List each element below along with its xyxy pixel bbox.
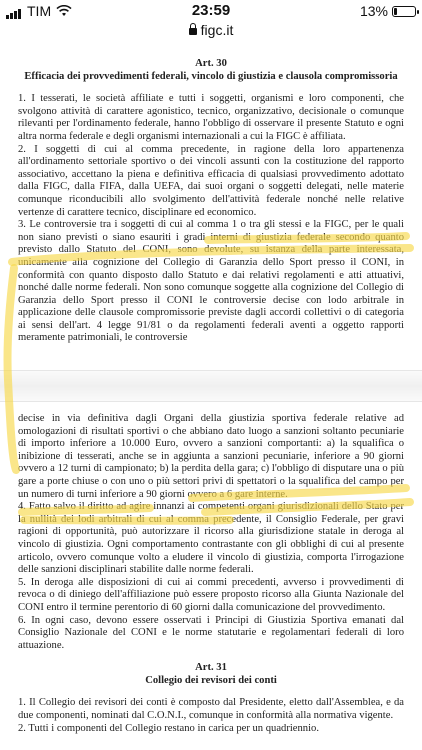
- clock: 23:59: [191, 2, 231, 19]
- lock-icon: [189, 28, 197, 35]
- paragraph: 6. In ogni caso, devono essere osservati i Principi di Giustizia Sportiva emanati dal Consiglio Nazionale del CONI e le norme statutarie e regolamentari federali di loro attuazione.: [18, 614, 404, 651]
- status-bar: [0, 0, 422, 24]
- article-31-subtitle: Collegio dei revisori dei conti: [145, 674, 277, 686]
- paragraph: 1. I tesserati, le società affiliate e tutti i soggetti, organismi e loro componenti, che svolgono attività di carattere agonistico, tecnico, organizzativo, decisionale o comunque rilevanti per l'ordinamento federale, hanno l'obbligo di osservare il presente Statuto e ogni altra norma federale e degli organismi internazionali a cui la FIGC è affiliata.: [18, 93, 404, 142]
- address-bar[interactable]: [0, 22, 422, 42]
- article-31-title: Art. 31: [195, 662, 227, 674]
- url-text: figc.it: [200, 22, 234, 38]
- paragraph: 2. I soggetti di cui al comma precedente, in ragione della loro appartenenza all'ordinamento settoriale sportivo o dei vincoli assunti con la costituzione del rapporto associativo, accettano la piena e definitiva efficacia di qualsiasi provvedimento adottato dalla FIGC, dalla FIFA, dalla UEFA, dai suoi organi o soggetti delegati, nelle materie comunque riconducibili allo svolgimento dell'attività federale nonché nelle relative vertenze di carattere tecnico, disciplinare ed economico.: [18, 143, 404, 218]
- paragraph: 4. Fatto salvo il diritto ad agire innanzi ai competenti organi giurisdizionali dello Stato per la nullità dei lodi arbitrali di cui al comma precedente, il Consiglio Federale, per gravi ragioni di opportunità, può autorizzare il ricorso alla giurisdizione statale in deroga al vincolo di giustizia. Ogni comportamento contrastante con gli obblighi di cui al presente articolo, ovvero comunque volto a eludere il vincolo di giustizia, comporta l'irrogazione delle sanzioni disciplinari stabilite dalle norme federali.: [18, 501, 404, 576]
- article-30-subtitle: Efficacia dei provvedimenti federali, vincolo di giustizia e clausola compromissoria: [24, 70, 398, 82]
- paragraph: 5. In deroga alle disposizioni di cui ai commi precedenti, avverso i provvedimenti di revoca o di diniego dell'affiliazione può essere proposto ricorso alla Giunta Nazionale del CONI entro il termine perentorio di 60 giorni dalla comunicazione del provvedimento.: [18, 576, 404, 613]
- status-right: [360, 3, 416, 19]
- page-separator: [0, 370, 422, 402]
- paragraph: 3. Le controversie tra i soggetti di cui al comma 1 o tra gli stessi e la FIGC, per le quali non siano previsti o siano esauriti i gradi interni di giustizia federale secondo quanto previsto dallo Statuto del CONI, sono devolute, su istanza della parte interessata, unicamente alla cognizione del Collegio di Garanzia dello Sport presso il CONI, in conformità con quanto disposto dallo Statuto e dai relativi regolamenti e atti attuativi, nonché dalle norme federali. Non sono comunque soggette alla cognizione del Collegio di Garanzia dello Sport presso il CONI le controversie decise con lodo arbitrale in applicazione delle clausole compromissorie previste dagli accordi collettivi o di categoria ai sensi dell'art. 4 legge 91/81 o da regolamenti federali aventi a oggetto rapporti meramente patrimoniali, le controversie: [18, 219, 404, 344]
- article-30-title: Art. 30: [195, 58, 227, 69]
- document-page-1: [18, 58, 404, 345]
- paragraph: decise in via definitiva dagli Organi della giustizia sportiva federale relative ad omologazioni di risultati sportivi o che abbiano dato luogo a sanzioni soltanto pecuniarie di importo inferiore a 10.000 Euro, ovvero a sanzioni comportanti: a) la squalifica o inibizione di tesserati, anche se in aggiunta a sanzioni pecuniarie, inferiore a 90 giorni ovvero a 12 turni di campionato; b) la perdita della gara; c) l'obbligo di disputare una o più gare a porte chiuse o con uno o più settori privi di spettatori o la squalifica del campo per un numero di turni inferiore a 90 giorni ovvero a 6 gare interne.: [18, 413, 404, 500]
- battery-icon: [392, 6, 416, 17]
- document-page-2: [18, 413, 404, 735]
- paragraph: 1. Il Collegio dei revisori dei conti è composto dal Presidente, eletto dall'Assemblea, e da due componenti, nominati dal C.O.N.I., comunque in conformità alla normativa vigente.: [18, 697, 404, 722]
- battery-percent: 13%: [359, 3, 388, 19]
- carrier-name: TIM: [27, 3, 52, 19]
- paragraph: 2. Tutti i componenti del Collegio restano in carica per un quadriennio.: [18, 722, 319, 734]
